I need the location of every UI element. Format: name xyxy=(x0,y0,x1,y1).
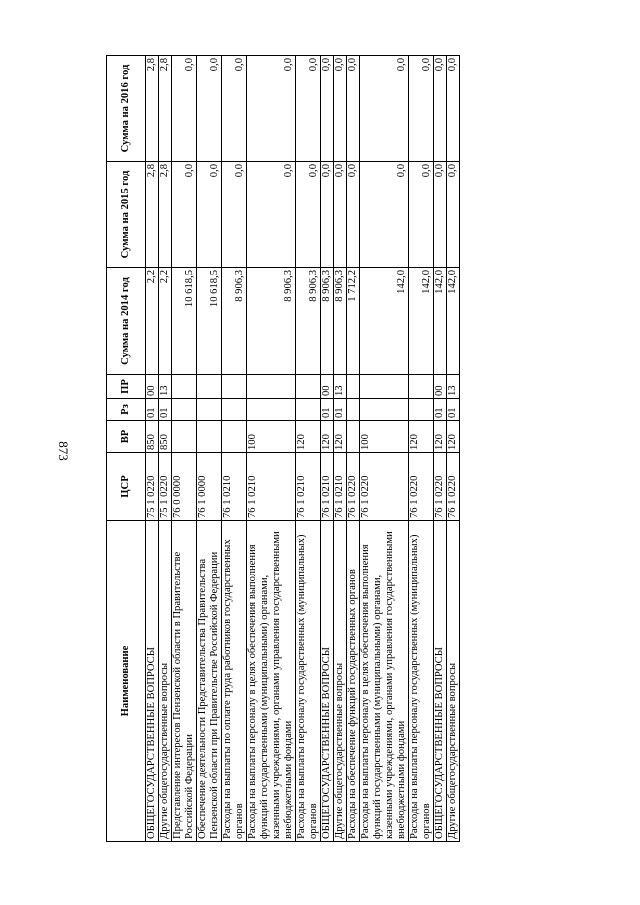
cell-sum-2015: 0,0 xyxy=(434,162,447,268)
cell-name: Расходы на обеспечение функций государственных органов xyxy=(347,521,360,842)
cell-csr: 76 1 0220 xyxy=(409,453,434,521)
cell-name: Представление интересов Пензенской области в Правительстве Российской Федерации xyxy=(172,521,197,842)
cell-pr: 00 xyxy=(146,375,159,399)
cell-csr: 76 1 0220 xyxy=(447,453,460,521)
cell-sum-2014: 10 618,5 xyxy=(197,268,222,375)
cell-rz: 01 xyxy=(434,399,447,421)
cell-vr: 120 xyxy=(434,421,447,453)
cell-sum-2014: 8 906,3 xyxy=(334,268,347,375)
cell-vr: 100 xyxy=(247,421,296,453)
cell-vr xyxy=(172,421,197,453)
cell-name: Другие общегосударственные вопросы xyxy=(159,521,172,842)
cell-sum-2016: 2,8 xyxy=(159,56,172,162)
cell-rz xyxy=(222,399,247,421)
cell-name: ОБЩЕГОСУДАРСТВЕННЫЕ ВОПРОСЫ xyxy=(434,521,447,842)
page-number: 873 xyxy=(56,441,71,461)
cell-sum-2014: 2,2 xyxy=(146,268,159,375)
cell-sum-2015: 0,0 xyxy=(222,162,247,268)
cell-pr xyxy=(197,375,222,399)
cell-pr xyxy=(247,375,296,399)
table-row xyxy=(159,56,172,842)
cell-sum-2016: 0,0 xyxy=(409,56,434,162)
cell-csr: 76 1 0220 xyxy=(360,453,409,521)
cell-pr xyxy=(360,375,409,399)
header-pr: ПР xyxy=(107,375,146,399)
cell-sum-2015: 0,0 xyxy=(360,162,409,268)
cell-sum-2014: 1 712,2 xyxy=(347,268,360,375)
cell-rz: 01 xyxy=(159,399,172,421)
table-row xyxy=(296,56,321,842)
cell-sum-2014: 8 906,3 xyxy=(321,268,334,375)
cell-rz xyxy=(360,399,409,421)
cell-sum-2015: 0,0 xyxy=(197,162,222,268)
cell-sum-2015: 0,0 xyxy=(296,162,321,268)
table-row xyxy=(360,56,409,842)
cell-csr: 76 1 0210 xyxy=(321,453,334,521)
cell-rz xyxy=(347,399,360,421)
cell-sum-2014: 8 906,3 xyxy=(247,268,296,375)
cell-csr: 76 1 0220 xyxy=(347,453,360,521)
cell-name: Другие общегосударственные вопросы xyxy=(447,521,460,842)
table-row xyxy=(146,56,159,842)
cell-rz: 01 xyxy=(321,399,334,421)
cell-vr xyxy=(197,421,222,453)
cell-rz xyxy=(247,399,296,421)
cell-vr: 100 xyxy=(360,421,409,453)
cell-sum-2014: 8 906,3 xyxy=(296,268,321,375)
cell-pr: 00 xyxy=(434,375,447,399)
cell-pr xyxy=(172,375,197,399)
cell-sum-2015: 0,0 xyxy=(409,162,434,268)
cell-pr: 13 xyxy=(159,375,172,399)
cell-vr: 120 xyxy=(334,421,347,453)
cell-csr: 75 1 0220 xyxy=(159,453,172,521)
cell-sum-2015: 0,0 xyxy=(347,162,360,268)
cell-csr: 76 1 0000 xyxy=(197,453,222,521)
table-row xyxy=(347,56,360,842)
cell-sum-2016: 0,0 xyxy=(447,56,460,162)
cell-pr xyxy=(296,375,321,399)
table-row xyxy=(172,56,197,842)
header-name: Наименование xyxy=(107,521,146,842)
cell-pr: 13 xyxy=(334,375,347,399)
header-rz: Рз xyxy=(107,399,146,421)
cell-vr: 850 xyxy=(159,421,172,453)
cell-sum-2016: 0,0 xyxy=(222,56,247,162)
table-row xyxy=(247,56,296,842)
cell-sum-2014: 8 906,3 xyxy=(222,268,247,375)
cell-vr: 120 xyxy=(409,421,434,453)
cell-sum-2014: 142,0 xyxy=(360,268,409,375)
cell-sum-2015: 0,0 xyxy=(334,162,347,268)
cell-rz xyxy=(296,399,321,421)
cell-sum-2014: 142,0 xyxy=(447,268,460,375)
cell-name: Расходы на выплаты персоналу государственных (муниципальных) органов xyxy=(296,521,321,842)
cell-pr xyxy=(409,375,434,399)
cell-sum-2015: 2,8 xyxy=(146,162,159,268)
cell-sum-2016: 0,0 xyxy=(360,56,409,162)
cell-sum-2016: 0,0 xyxy=(434,56,447,162)
cell-sum-2015: 0,0 xyxy=(172,162,197,268)
cell-sum-2015: 0,0 xyxy=(321,162,334,268)
cell-rz xyxy=(172,399,197,421)
cell-rz xyxy=(197,399,222,421)
cell-sum-2016: 0,0 xyxy=(172,56,197,162)
cell-csr: 76 1 0210 xyxy=(222,453,247,521)
cell-pr: 13 xyxy=(447,375,460,399)
cell-sum-2016: 0,0 xyxy=(197,56,222,162)
table-row xyxy=(409,56,434,842)
cell-rz: 01 xyxy=(334,399,347,421)
rotated-table-frame xyxy=(106,56,544,842)
cell-vr: 850 xyxy=(146,421,159,453)
cell-csr: 75 1 0220 xyxy=(146,453,159,521)
cell-rz: 01 xyxy=(146,399,159,421)
cell-sum-2014: 142,0 xyxy=(434,268,447,375)
cell-sum-2015: 0,0 xyxy=(247,162,296,268)
table-row xyxy=(447,56,460,842)
cell-csr: 76 1 0210 xyxy=(296,453,321,521)
cell-sum-2014: 10 618,5 xyxy=(172,268,197,375)
cell-rz xyxy=(409,399,434,421)
cell-name: Другие общегосударственные вопросы xyxy=(334,521,347,842)
table-row xyxy=(321,56,334,842)
cell-csr: 76 0 0000 xyxy=(172,453,197,521)
header-csr: ЦСР xyxy=(107,453,146,521)
budget-table xyxy=(106,55,460,842)
cell-sum-2016: 0,0 xyxy=(247,56,296,162)
cell-sum-2015: 2,8 xyxy=(159,162,172,268)
cell-sum-2015: 0,0 xyxy=(447,162,460,268)
table-row xyxy=(222,56,247,842)
table-body xyxy=(146,56,460,842)
header-sum-2016: Сумма на 2016 год xyxy=(107,56,146,162)
cell-name: Расходы на выплаты по оплате труда работников государственных органов xyxy=(222,521,247,842)
cell-vr: 120 xyxy=(321,421,334,453)
cell-name: Расходы на выплаты персоналу в целях обеспечения выполнения функций государственными (муниципальными) органами, казенными учреждениями, органами управления государственными внебюджетными фондами xyxy=(247,521,296,842)
cell-name: ОБЩЕГОСУДАРСТВЕННЫЕ ВОПРОСЫ xyxy=(321,521,334,842)
cell-name: Обеспечение деятельности Представительства Правительства Пензенской области при Правительстве Российской Федерации xyxy=(197,521,222,842)
budget-table-container xyxy=(106,56,544,842)
cell-sum-2016: 0,0 xyxy=(347,56,360,162)
cell-sum-2016: 2,8 xyxy=(146,56,159,162)
cell-csr: 76 1 0210 xyxy=(334,453,347,521)
cell-sum-2014: 2,2 xyxy=(159,268,172,375)
cell-csr: 76 1 0220 xyxy=(434,453,447,521)
cell-name: Расходы на выплаты персоналу в целях обеспечения выполнения функций государственными (муниципальными) органами, казенными учреждениями, органами управления государственными внебюджетными фондами xyxy=(360,521,409,842)
cell-rz: 01 xyxy=(447,399,460,421)
cell-pr xyxy=(222,375,247,399)
cell-pr xyxy=(347,375,360,399)
cell-csr: 76 1 0210 xyxy=(247,453,296,521)
header-vr: ВР xyxy=(107,421,146,453)
cell-name: Расходы на выплаты персоналу государственных (муниципальных) органов xyxy=(409,521,434,842)
cell-sum-2016: 0,0 xyxy=(321,56,334,162)
table-header-row xyxy=(107,56,146,842)
cell-pr: 00 xyxy=(321,375,334,399)
cell-vr xyxy=(347,421,360,453)
table-row xyxy=(197,56,222,842)
header-sum-2015: Сумма на 2015 год xyxy=(107,162,146,268)
cell-vr: 120 xyxy=(296,421,321,453)
cell-sum-2016: 0,0 xyxy=(296,56,321,162)
table-row xyxy=(334,56,347,842)
cell-sum-2016: 0,0 xyxy=(334,56,347,162)
cell-sum-2014: 142,0 xyxy=(409,268,434,375)
table-row xyxy=(434,56,447,842)
header-sum-2014: Сумма на 2014 год xyxy=(107,268,146,375)
cell-vr: 120 xyxy=(447,421,460,453)
cell-vr xyxy=(222,421,247,453)
cell-name: ОБЩЕГОСУДАРСТВЕННЫЕ ВОПРОСЫ xyxy=(146,521,159,842)
